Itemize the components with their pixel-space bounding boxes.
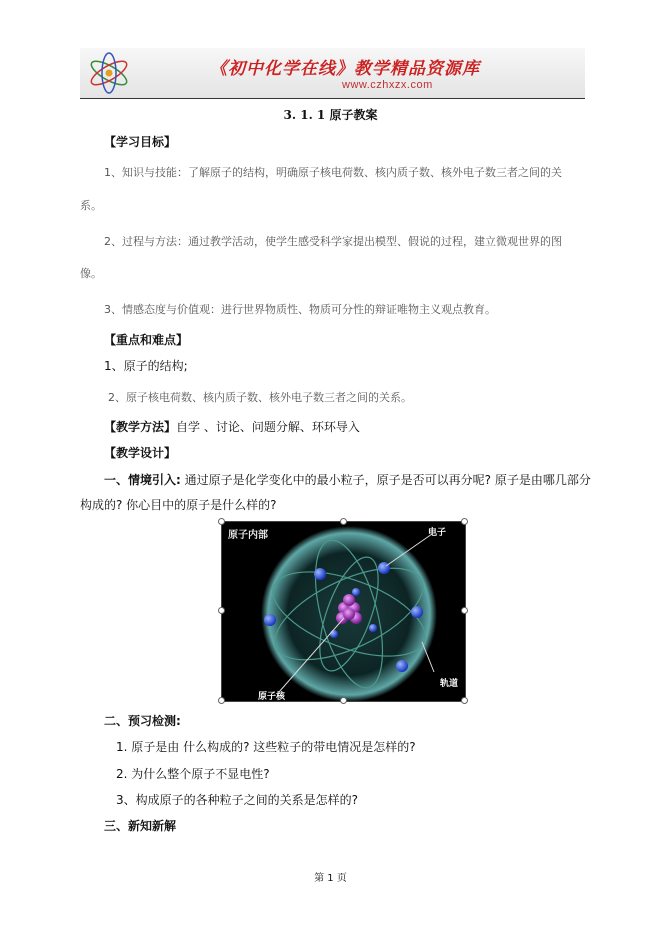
goal-2-line-2: 像。 [80,267,102,280]
atom-logo-icon [86,50,132,96]
header-rule [80,98,585,99]
intro-text: 通过原子是化学变化中的最小粒子，原子是否可以再分呢? 原子是由哪几部分 [180,473,591,487]
goal-3: 3、情感态度与价值观：进行世界物质性、物质可分性的辩证唯物主义观点教育。 [104,303,496,316]
resize-handle-ne[interactable] [461,518,468,525]
resize-handle-n[interactable] [340,518,347,525]
goals-heading: 【学习目标】 [104,135,177,149]
intro-label: 一、情境引入: [104,473,181,487]
resize-handle-sw[interactable] [218,697,225,704]
intro-line [104,471,591,488]
goal-2-line-1: 2、过程与方法：通过教学活动，使学生感受科学家提出模型、假说的过程，建立微观世界的图 [104,235,562,248]
design-heading: 【教学设计】 [104,446,177,460]
method-text: 自学 、讨论、问题分解、环环导入 [176,420,360,434]
resize-handle-e[interactable] [461,607,468,614]
figure-label-orbit: 轨道 [440,679,459,689]
resize-handle-nw[interactable] [218,518,225,525]
goal-1-line-2: 系。 [80,199,102,212]
method-heading: 【教学方法】 [104,420,177,434]
question-2: 2. 为什么整个原子不显电性? [116,767,270,781]
method-line [104,418,360,435]
question-3: 3、构成原子的各种粒子之间的关系是怎样的? [116,793,359,807]
figure-label-inside: 原子内部 [228,530,268,541]
page-number: 第 1 页 [314,873,347,884]
goal-1-line-1: 1、知识与技能：了解原子的结构，明确原子核电荷数、核内质子数、核外电子数三者之间的关 [104,166,562,179]
new-knowledge-heading: 三、新知新解 [104,819,177,833]
preview-heading: 二、预习检测: [104,714,181,728]
banner-url: www.czhxzx.com [342,79,433,91]
atom-diagram-icon [222,522,465,701]
atom-structure-image[interactable] [221,521,466,702]
key-point-1: 1、原子的结构; [104,359,188,373]
key-point-2: 2、原子核电荷数、核内质子数、核外电子数三者之间的关系。 [108,391,412,404]
resize-handle-s[interactable] [340,697,347,704]
resize-handle-se[interactable] [461,697,468,704]
document-title: 3. 1. 1 原子教案 [283,108,378,122]
key-heading: 【重点和难点】 [104,333,189,347]
figure-label-nucleus: 原子核 [258,692,286,702]
figure-label-electron: 电子 [428,528,447,538]
question-1: 1. 原子是由 什么构成的? 这些粒子的带电情况是怎样的? [116,740,416,754]
banner-title: 《初中化学在线》教学精品资源库 [210,59,480,79]
header-banner [80,48,585,98]
resize-handle-w[interactable] [218,607,225,614]
intro-line-2: 构成的? 你心目中的原子是什么样的? [80,498,277,512]
